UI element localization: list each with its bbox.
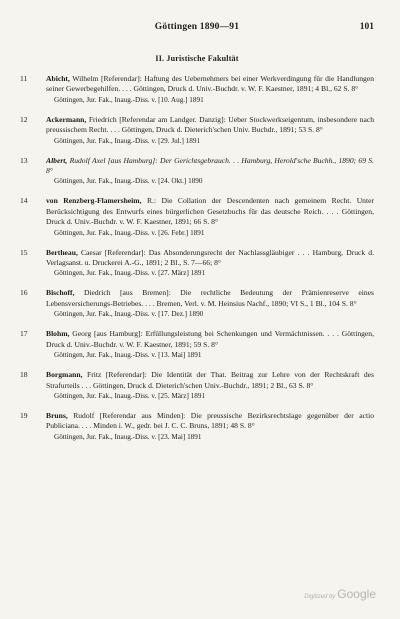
running-title: Göttingen 1890—91 (154, 22, 240, 32)
entry-dissertation-note: Göttingen, Jur. Fak., Inaug.-Diss. v. [24. Okt.] 1890 (54, 177, 203, 186)
entry-number: 19 (20, 410, 28, 420)
bibliography-entry (20, 370, 374, 401)
entry-author: Bertheau, (46, 247, 78, 257)
entry-number: 12 (20, 114, 28, 124)
entry-dissertation-note: Göttingen, Jur. Fak., Inaug.-Diss. v. [25. März] 1891 (54, 391, 206, 400)
running-header (20, 22, 374, 38)
entry-author: Bischoff, (46, 288, 75, 298)
entry-citation (46, 288, 374, 309)
entry-number: 13 (20, 155, 28, 165)
entry-list (20, 74, 374, 442)
bibliography-entry (20, 74, 374, 105)
entry-dissertation-note: Göttingen, Jur. Fak., Inaug.-Diss. v. [17. Dez.] 1890 (54, 310, 204, 319)
entry-number: 18 (20, 370, 28, 380)
section-heading: II. Juristische Fakultät (155, 54, 239, 63)
entry-citation (46, 329, 374, 350)
entry-number: 16 (20, 288, 28, 298)
watermark-prefix: Digitized by (304, 594, 336, 600)
entry-citation (46, 196, 374, 227)
entry-body: Friedrich [Referendar am Landger. Danzig]: Ueber Stockwerkseigentum, insbesondere nach preussischem Recht. . . . Göttingen, Druck d. Dieterich'schen Univ. Buchdr., 1891; 53 S. 8° (46, 114, 374, 135)
entry-number: 17 (20, 329, 28, 339)
google-logo: Google (337, 587, 376, 601)
entry-citation (46, 74, 374, 95)
watermark (304, 585, 376, 603)
entry-author: Borgmann, (46, 370, 83, 380)
entry-author: von Renzberg-Flamersheim, (46, 196, 142, 206)
bibliography-entry (20, 329, 374, 360)
bibliography-entry (20, 288, 374, 319)
entry-author: Bruns, (46, 410, 68, 420)
entry-dissertation-note: Göttingen, Jur. Fak., Inaug.-Diss. v. [10. Aug.] 1891 (54, 95, 204, 104)
entry-number: 11 (20, 74, 28, 83)
entry-citation (46, 248, 374, 269)
entry-body: Wilhelm [Referendar]: Haftung des Uebernehmers bei einer Werkverdingung für die Handlungen seiner Gewerbegehilfen. . . . Göttingen, Druck d. Univ.-Buchdr. v. W. F. Kaestner, 1891; 4 Bl., 62 S. 8° (46, 74, 374, 94)
entry-dissertation-note: Göttingen, Jur. Fak., Inaug.-Diss. v. [26. Febr.] 1891 (54, 228, 205, 237)
entry-body: Rudolf Axel [aus Hamburg]: Der Gerichtsgebrauch. . . Hamburg, Herold'sche Buchh., 1890; 69 S. 8° (46, 155, 374, 176)
entry-number: 14 (20, 196, 28, 206)
entry-citation (46, 115, 374, 136)
entry-citation (46, 370, 374, 391)
entry-author: Abicht, (46, 74, 70, 83)
entry-body: Rudolf [Referendar aus Minden]: Die preussische Bezirksrechtslage gegenüber der actio Publiciana. . . . Minden i. W., gedr. bei J. C. C. Bruns, 1891; 48 S. 8° (46, 410, 374, 431)
bibliography-entry (20, 156, 374, 187)
entry-body: R.: Die Collation der Descendenten nach gemeinem Recht. Unter Berücksichtigung des Entwurfs eines bürgerlichen Gesetzbuchs für das deutsche Reich. . . . Göttingen, Druck d. Univ.-Buchdr. v. W. F. Kaestner, 1891; 66 S. 8° (46, 196, 374, 227)
bibliography-entry (20, 196, 374, 237)
bibliography-entry (20, 248, 374, 279)
entry-number: 15 (20, 247, 28, 257)
entry-body: Fritz [Referendar]: Die Identität der That. Beitrag zur Lehre von der Rechtskraft des Strafurteils . . . Göttingen, Druck d. Dieterich'schen Univ.-Buchdr., 1891; 2 Bl., 63 S. 8° (46, 370, 374, 390)
entry-dissertation-note: Göttingen, Jur. Fak., Inaug.-Diss. v. [23. Mai] 1891 (54, 432, 202, 441)
entry-author: Albert, (46, 155, 68, 165)
entry-dissertation-note: Göttingen, Jur. Fak., Inaug.-Diss. v. [27. März] 1891 (54, 269, 206, 278)
entry-dissertation-note: Göttingen, Jur. Fak., Inaug.-Diss. v. [13. Mai] 1891 (54, 351, 202, 360)
entry-author: Blohm, (46, 329, 70, 339)
entry-body: Diedrich [aus Bremen]: Die rechtliche Bedeutung der Prämienreserve eines Lebensversicherungs-Betriebes. . . . Bremen, Verl. v. M. Heinsius Nachf., 1890; VI S., 1 Bl., 104 S. 8° (46, 288, 374, 308)
entry-author: Ackermann, (46, 114, 87, 124)
entry-body: Georg [aus Hamburg]: Erfüllungsleistung bei Schenkungen und Vermächtnissen. . . . Göttingen, Druck d. Univ.-Buchdr. v. W. F. Kaestner, 1891; 59 S. 8° (46, 329, 374, 349)
entry-dissertation-note: Göttingen, Jur. Fak., Inaug.-Diss. v. [29. Jul.] 1891 (54, 136, 201, 145)
entry-citation (46, 156, 374, 177)
entry-body: Caesar [Referendar]: Das Absonderungsrecht der Nachlassgläubiger . . . Hamburg, Druck d. Verlagsanst. u. Druckerei A.-G., 1891; 2 Bl., S. 7—66; 8° (46, 247, 374, 268)
bibliography-entry (20, 115, 374, 146)
bibliography-entry (20, 411, 374, 442)
page-number: 101 (359, 22, 374, 32)
entry-citation (46, 411, 374, 432)
